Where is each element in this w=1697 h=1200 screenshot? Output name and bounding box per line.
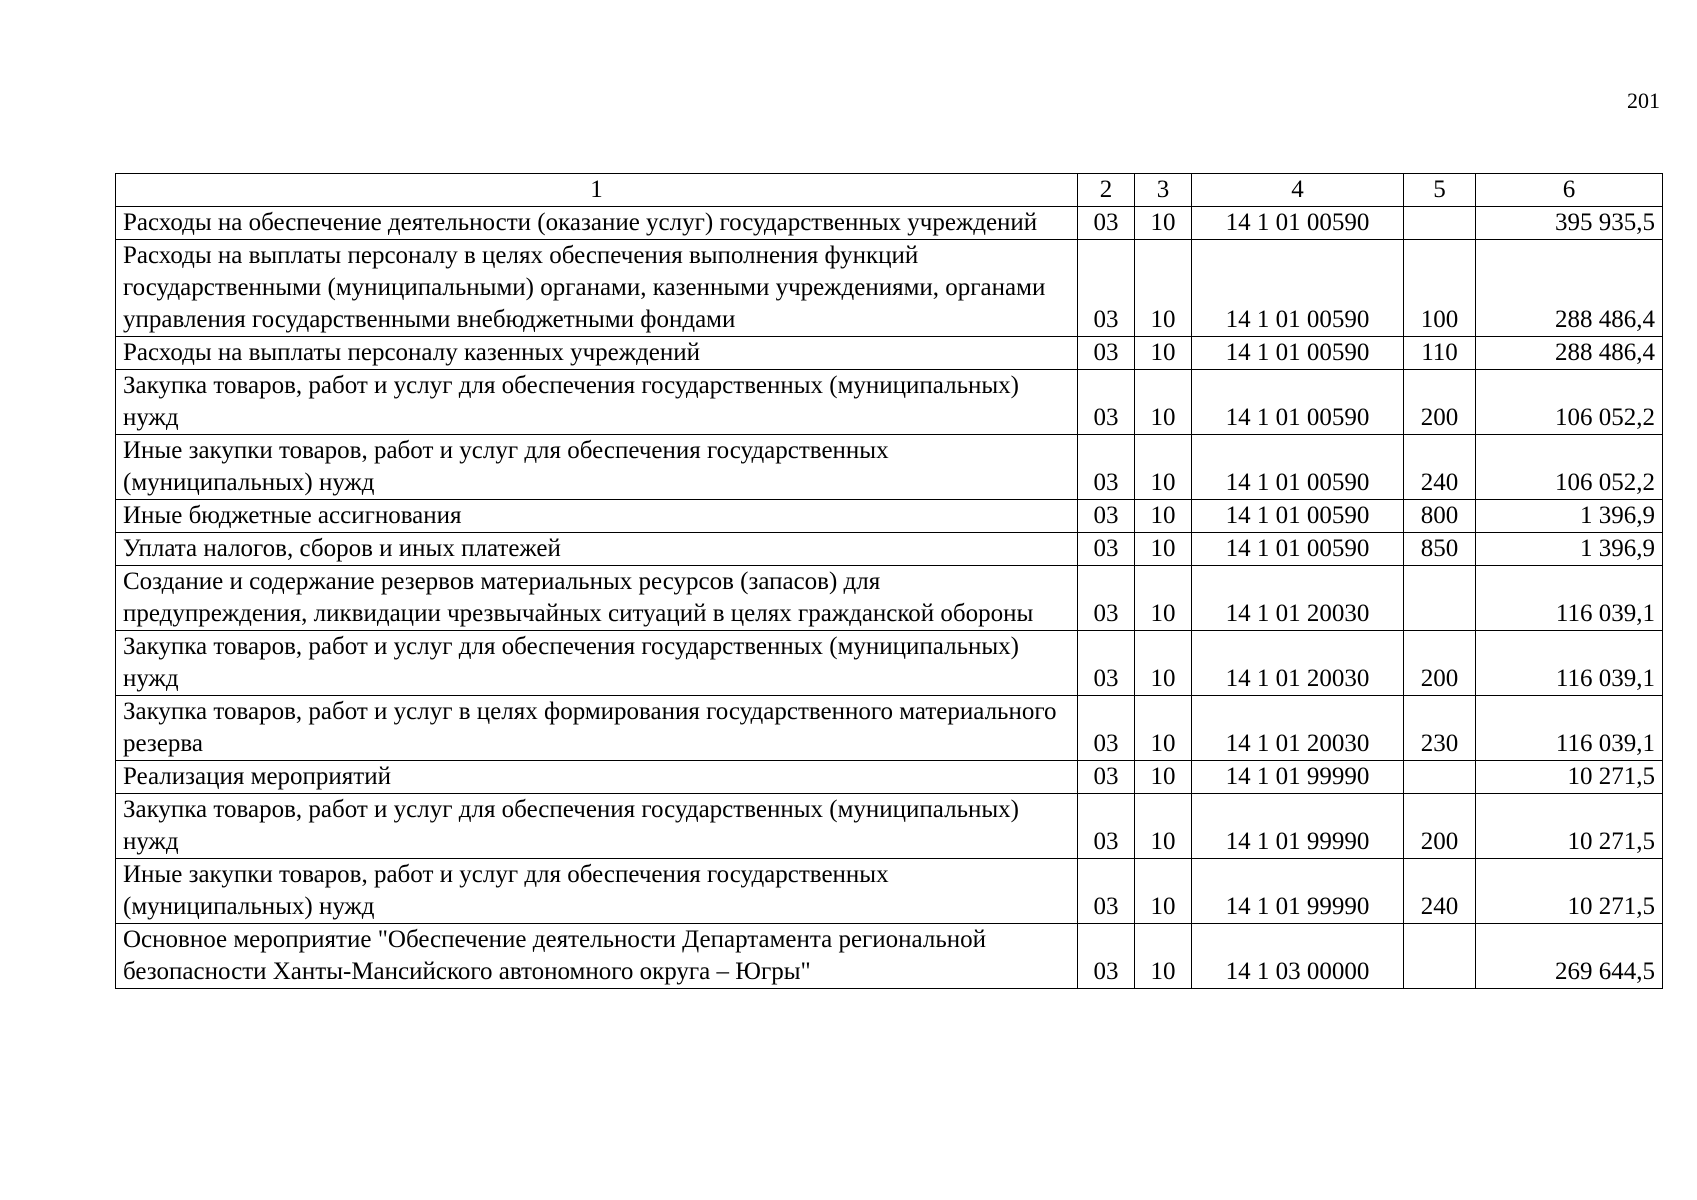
row-name-cell: Расходы на выплаты персоналу казенных учреждений <box>116 337 1078 370</box>
row-name-cell: Основное мероприятие "Обеспечение деятельности Департамента региональной безопасности Ханты-Мансийского автономного округа – Югры" <box>116 924 1078 989</box>
target-article-cell: 14 1 01 00590 <box>1192 533 1404 566</box>
row-name-cell: Закупка товаров, работ и услуг для обеспечения государственных (муниципальных) нужд <box>116 631 1078 696</box>
row-name-cell: Расходы на обеспечение деятельности (оказание услуг) государственных учреждений <box>116 207 1078 240</box>
expense-type-cell: 240 <box>1404 859 1476 924</box>
section-code-cell: 03 <box>1078 566 1135 631</box>
expense-type-cell: 850 <box>1404 533 1476 566</box>
section-code-cell: 03 <box>1078 631 1135 696</box>
subsection-code-cell: 10 <box>1135 337 1192 370</box>
target-article-cell: 14 1 01 99990 <box>1192 761 1404 794</box>
page-number: 201 <box>1627 88 1660 113</box>
expense-type-cell: 800 <box>1404 500 1476 533</box>
row-name-cell: Создание и содержание резервов материальных ресурсов (запасов) для предупреждения, ликвидации чрезвычайных ситуаций в целях гражданской обороны <box>116 566 1078 631</box>
subsection-code-cell: 10 <box>1135 631 1192 696</box>
section-code-cell: 03 <box>1078 794 1135 859</box>
target-article-cell: 14 1 01 00590 <box>1192 337 1404 370</box>
amount-cell: 395 935,5 <box>1476 207 1663 240</box>
table-row <box>116 696 1663 761</box>
subsection-code-cell: 10 <box>1135 370 1192 435</box>
target-article-cell: 14 1 01 00590 <box>1192 207 1404 240</box>
subsection-code-cell: 10 <box>1135 533 1192 566</box>
amount-cell: 10 271,5 <box>1476 794 1663 859</box>
subsection-code-cell: 10 <box>1135 924 1192 989</box>
table-body <box>116 207 1663 989</box>
table-row <box>116 924 1663 989</box>
header-col-5: 5 <box>1404 174 1476 207</box>
header-col-4: 4 <box>1192 174 1404 207</box>
amount-cell: 1 396,9 <box>1476 533 1663 566</box>
subsection-code-cell: 10 <box>1135 696 1192 761</box>
table-row <box>116 370 1663 435</box>
expense-type-cell: 200 <box>1404 370 1476 435</box>
subsection-code-cell: 10 <box>1135 240 1192 337</box>
amount-cell: 288 486,4 <box>1476 240 1663 337</box>
amount-cell: 288 486,4 <box>1476 337 1663 370</box>
amount-cell: 116 039,1 <box>1476 696 1663 761</box>
amount-cell: 269 644,5 <box>1476 924 1663 989</box>
row-name-cell: Закупка товаров, работ и услуг в целях формирования государственного материального резерва <box>116 696 1078 761</box>
section-code-cell: 03 <box>1078 761 1135 794</box>
section-code-cell: 03 <box>1078 533 1135 566</box>
table-row <box>116 631 1663 696</box>
section-code-cell: 03 <box>1078 240 1135 337</box>
table-header-row <box>116 174 1663 207</box>
subsection-code-cell: 10 <box>1135 500 1192 533</box>
header-col-1: 1 <box>116 174 1078 207</box>
row-name-cell: Расходы на выплаты персоналу в целях обеспечения выполнения функций государственными (муниципальными) органами, казенными учреждениями, органами управления государственными внебюджетными фондами <box>116 240 1078 337</box>
expense-type-cell: 230 <box>1404 696 1476 761</box>
expense-type-cell <box>1404 924 1476 989</box>
section-code-cell: 03 <box>1078 435 1135 500</box>
expense-type-cell: 110 <box>1404 337 1476 370</box>
expense-type-cell <box>1404 566 1476 631</box>
budget-table <box>115 173 1663 989</box>
table-row <box>116 566 1663 631</box>
target-article-cell: 14 1 01 99990 <box>1192 794 1404 859</box>
expense-type-cell <box>1404 761 1476 794</box>
subsection-code-cell: 10 <box>1135 859 1192 924</box>
row-name-cell: Иные бюджетные ассигнования <box>116 500 1078 533</box>
row-name-cell: Иные закупки товаров, работ и услуг для обеспечения государственных (муниципальных) нужд <box>116 859 1078 924</box>
expense-type-cell: 100 <box>1404 240 1476 337</box>
row-name-cell: Закупка товаров, работ и услуг для обеспечения государственных (муниципальных) нужд <box>116 794 1078 859</box>
table-row <box>116 859 1663 924</box>
subsection-code-cell: 10 <box>1135 207 1192 240</box>
header-col-6: 6 <box>1476 174 1663 207</box>
target-article-cell: 14 1 01 20030 <box>1192 631 1404 696</box>
amount-cell: 106 052,2 <box>1476 435 1663 500</box>
expense-type-cell: 240 <box>1404 435 1476 500</box>
row-name-cell: Реализация мероприятий <box>116 761 1078 794</box>
target-article-cell: 14 1 03 00000 <box>1192 924 1404 989</box>
amount-cell: 1 396,9 <box>1476 500 1663 533</box>
table-row <box>116 761 1663 794</box>
table-row <box>116 435 1663 500</box>
target-article-cell: 14 1 01 99990 <box>1192 859 1404 924</box>
expense-type-cell: 200 <box>1404 631 1476 696</box>
section-code-cell: 03 <box>1078 696 1135 761</box>
header-col-3: 3 <box>1135 174 1192 207</box>
section-code-cell: 03 <box>1078 859 1135 924</box>
subsection-code-cell: 10 <box>1135 435 1192 500</box>
target-article-cell: 14 1 01 00590 <box>1192 500 1404 533</box>
section-code-cell: 03 <box>1078 924 1135 989</box>
row-name-cell: Иные закупки товаров, работ и услуг для обеспечения государственных (муниципальных) нужд <box>116 435 1078 500</box>
target-article-cell: 14 1 01 20030 <box>1192 696 1404 761</box>
section-code-cell: 03 <box>1078 500 1135 533</box>
expense-type-cell: 200 <box>1404 794 1476 859</box>
table-row <box>116 207 1663 240</box>
target-article-cell: 14 1 01 00590 <box>1192 240 1404 337</box>
subsection-code-cell: 10 <box>1135 566 1192 631</box>
row-name-cell: Уплата налогов, сборов и иных платежей <box>116 533 1078 566</box>
section-code-cell: 03 <box>1078 207 1135 240</box>
header-col-2: 2 <box>1078 174 1135 207</box>
amount-cell: 116 039,1 <box>1476 566 1663 631</box>
section-code-cell: 03 <box>1078 337 1135 370</box>
amount-cell: 106 052,2 <box>1476 370 1663 435</box>
amount-cell: 10 271,5 <box>1476 761 1663 794</box>
expense-type-cell <box>1404 207 1476 240</box>
target-article-cell: 14 1 01 00590 <box>1192 370 1404 435</box>
table-row <box>116 500 1663 533</box>
amount-cell: 116 039,1 <box>1476 631 1663 696</box>
table-row <box>116 533 1663 566</box>
subsection-code-cell: 10 <box>1135 761 1192 794</box>
subsection-code-cell: 10 <box>1135 794 1192 859</box>
row-name-cell: Закупка товаров, работ и услуг для обеспечения государственных (муниципальных) нужд <box>116 370 1078 435</box>
target-article-cell: 14 1 01 00590 <box>1192 435 1404 500</box>
section-code-cell: 03 <box>1078 370 1135 435</box>
table-row <box>116 337 1663 370</box>
table-row <box>116 240 1663 337</box>
table-row <box>116 794 1663 859</box>
target-article-cell: 14 1 01 20030 <box>1192 566 1404 631</box>
amount-cell: 10 271,5 <box>1476 859 1663 924</box>
